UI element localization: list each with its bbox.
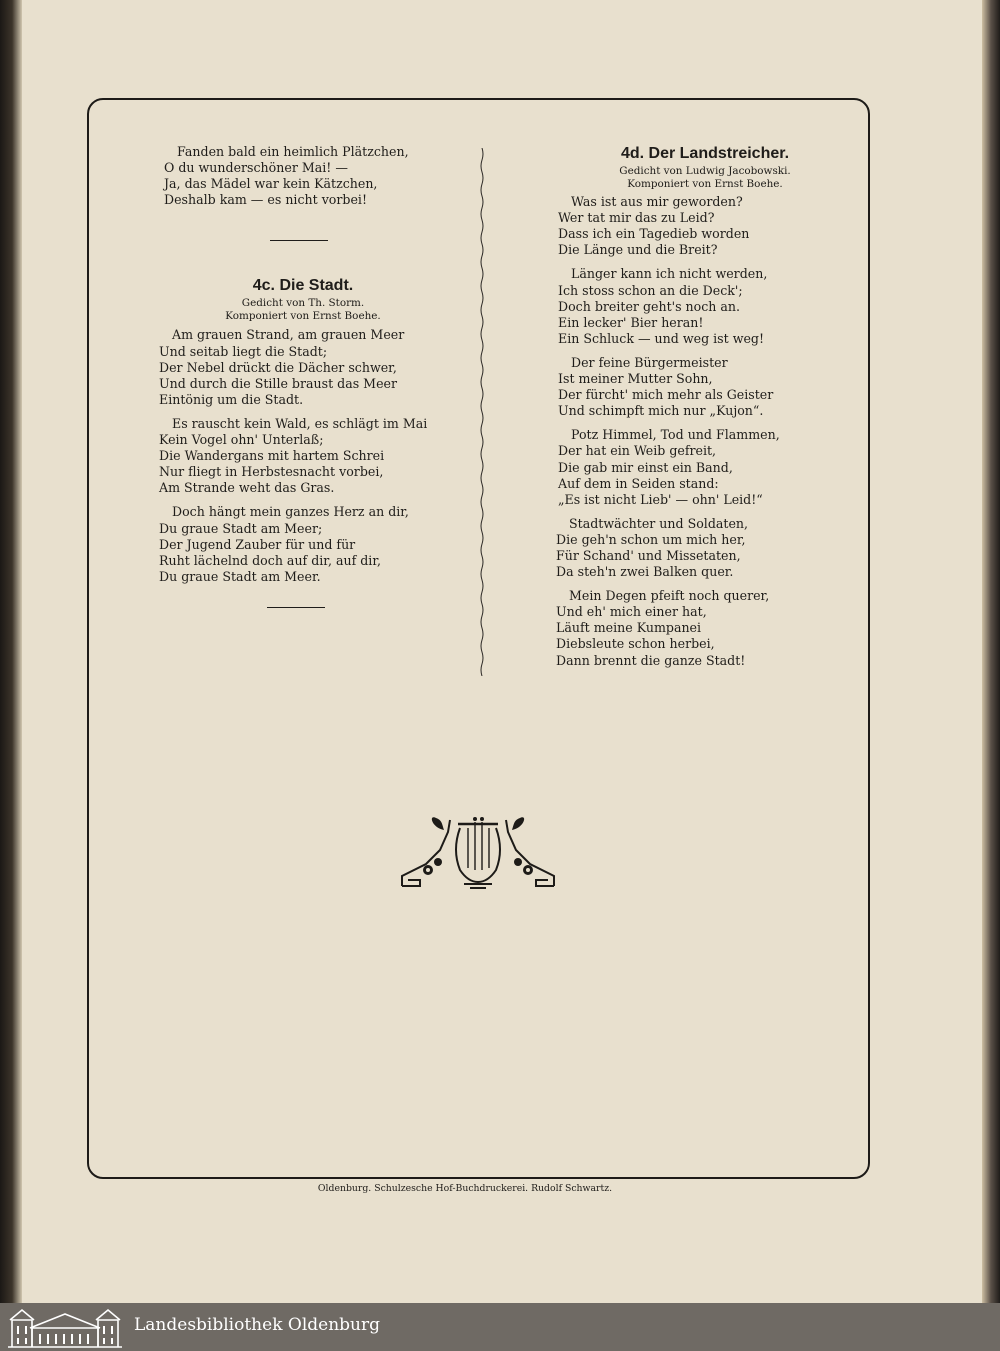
- poem-line: „Es ist nicht Lieb' — ohn' Leid!“: [558, 491, 763, 507]
- right-column: [552, 146, 842, 677]
- poem-4d-stanza: [552, 194, 842, 258]
- book-spine: [0, 0, 22, 1303]
- poem-4b-ending: [153, 144, 453, 208]
- poem-4d-author: Gedicht von Ludwig Jacobowski.: [619, 165, 791, 178]
- column-divider: [479, 148, 485, 676]
- page-edge: [982, 0, 1000, 1303]
- poem-4c-author: Gedicht von Th. Storm.: [241, 297, 365, 310]
- poem-line: Diebsleute schon herbei,: [556, 636, 715, 652]
- poem-4d-stanza: [552, 266, 842, 346]
- poem-line: Läuft meine Kumpanei: [556, 620, 702, 636]
- poem-line: Und seitab liegt die Stadt;: [159, 343, 328, 359]
- poem-line: Und eh' mich einer hat,: [556, 604, 707, 620]
- poem-line: Mein Degen pfeift noch querer,: [569, 588, 770, 604]
- poem-line: Die Wandergans mit hartem Schrei: [159, 448, 385, 464]
- poem-line: Die geh'n schon um mich her,: [556, 531, 746, 547]
- poem-line: Ist meiner Mutter Sohn,: [558, 371, 713, 387]
- poem-line: Die gab mir einst ein Band,: [558, 459, 733, 475]
- poem-line: Stadtwächter und Soldaten,: [569, 515, 749, 531]
- poem-line: Und durch die Stille braust das Meer: [159, 375, 398, 391]
- poem-line: Fanden bald ein heimlich Plätzchen,: [177, 144, 409, 159]
- poem-4d-stanza: [552, 427, 842, 507]
- poem-line: Da steh'n zwei Balken quer.: [556, 564, 734, 580]
- poem-line: Der Jugend Zauber für und für: [159, 536, 356, 552]
- poem-line: Es rauscht kein Wald, es schlägt im Mai: [172, 415, 428, 431]
- poem-line: Auf dem in Seiden stand:: [558, 475, 719, 491]
- poem-4d-stanza: [552, 588, 842, 668]
- poem-line: Du graue Stadt am Meer.: [159, 568, 321, 584]
- poem-line: Der fürcht' mich mehr als Geister: [558, 387, 774, 403]
- poem-line: Und schimpft mich nur „Kujon“.: [558, 403, 764, 419]
- lyre-icon: [398, 810, 558, 894]
- poem-4d-stanza: [552, 355, 842, 419]
- poem-4d-stanza: [552, 516, 842, 580]
- poem-line: Wer tat mir das zu Leid?: [558, 210, 715, 226]
- poem-line: Ein Schluck — und weg ist weg!: [558, 330, 765, 346]
- poem-4c-title: 4c. Die Stadt.: [252, 277, 354, 295]
- poem-line: Länger kann ich nicht werden,: [571, 266, 768, 282]
- poem-line: Ruht lächelnd doch auf dir, auf dir,: [159, 552, 381, 568]
- poem-line: Am Strande weht das Gras.: [159, 480, 335, 496]
- poem-line: Eintönig um die Stadt.: [159, 391, 304, 407]
- printer-imprint: Oldenburg. Schulzesche Hof-Buchdruckerei. Rudolf Schwartz.: [317, 1183, 613, 1194]
- poem-line: Ich stoss schon an die Deck';: [558, 282, 743, 298]
- poem-4c-stanza: [153, 504, 453, 584]
- poem-line: Doch hängt mein ganzes Herz an dir,: [172, 504, 409, 520]
- poem-line: Doch breiter geht's noch an.: [558, 298, 741, 314]
- poem-4d-title: 4d. Der Landstreicher.: [620, 145, 790, 162]
- poem-line: Ein lecker' Bier heran!: [558, 314, 704, 330]
- poem-line: Ja, das Mädel war kein Kätzchen,: [164, 176, 378, 192]
- poem-4c-stanza: [153, 416, 453, 496]
- poem-line: Was ist aus mir geworden?: [571, 194, 743, 210]
- poem-line: Der feine Bürgermeister: [571, 354, 728, 370]
- poem-line: Für Schand' und Missetaten,: [556, 547, 741, 563]
- poem-4c-composer: Komponiert von Ernst Boehe.: [225, 310, 381, 323]
- poem-line: O du wunderschöner Mai! —: [164, 160, 348, 176]
- poem-line: Am grauen Strand, am grauen Meer: [172, 327, 405, 343]
- poem-4c-stanza: [153, 327, 453, 407]
- library-name: Landesbibliothek Oldenburg: [134, 1315, 381, 1335]
- poem-line: Der Nebel drückt die Dächer schwer,: [159, 359, 397, 375]
- poem-4d-composer: Komponiert von Ernst Boehe.: [627, 178, 783, 191]
- section-rule: [270, 240, 328, 241]
- poem-line: Du graue Stadt am Meer;: [159, 520, 323, 536]
- poem-line: Nur fliegt in Herbstesnacht vorbei,: [159, 464, 384, 480]
- poem-line: Dass ich ein Tagedieb worden: [558, 226, 750, 242]
- library-building-icon: [6, 1306, 124, 1349]
- left-column: [153, 144, 453, 608]
- poem-line: Kein Vogel ohn' Unterlaß;: [159, 432, 324, 448]
- section-rule: [267, 607, 325, 608]
- poem-line: Potz Himmel, Tod und Flammen,: [571, 427, 780, 443]
- poem-line: Der hat ein Weib gefreit,: [558, 443, 717, 459]
- poem-line: Dann brennt die ganze Stadt!: [556, 652, 746, 668]
- poem-line: Die Länge und die Breit?: [558, 242, 718, 258]
- poem-line: Deshalb kam — es nicht vorbei!: [164, 192, 368, 208]
